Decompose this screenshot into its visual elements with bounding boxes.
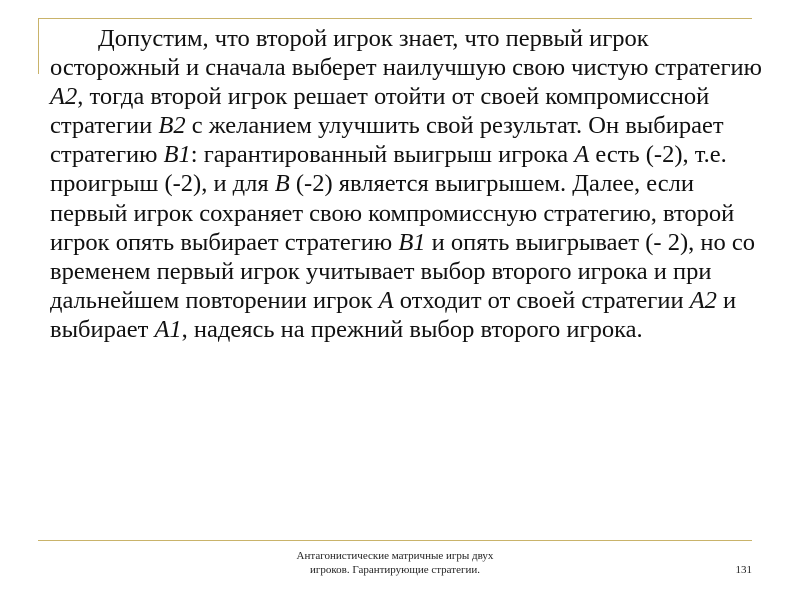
- body-segment: , надеясь на прежний выбор второго игрока.: [181, 315, 643, 343]
- left-divider: [38, 18, 39, 74]
- body-segment: с желанием улучшить свой результат. Он выбирает стратегию: [50, 112, 724, 169]
- strategy-a2: A2: [689, 286, 717, 314]
- body-segment: и выбирает: [50, 286, 737, 343]
- strategy-a2: A2: [50, 83, 78, 111]
- strategy-b1: B1: [398, 228, 426, 256]
- footer-caption-line: Антагонистические матричные игры двух: [296, 550, 494, 562]
- body-segment: : гарантированный выигрыш игрока: [190, 141, 575, 169]
- strategy-b2: B2: [158, 112, 186, 140]
- player-a: A: [378, 286, 394, 314]
- body-segment: , тогда второй игрок решает отойти от своей компромиссной стратегии: [50, 83, 710, 140]
- body-segment: Допустим, что второй игрок знает, что первый игрок осторожный и сначала выберет наилучшую свою чистую стратегию: [50, 25, 762, 82]
- body-segment: (-2) является выигрышем. Далее, если первый игрок сохраняет свою компромиссную стратегию, второй игрок опять выбирает стратегию: [50, 170, 735, 256]
- player-a: A: [574, 141, 590, 169]
- footer-caption: [250, 549, 540, 577]
- body-segment: и опять выигрывает (- 2), но со временем первый игрок учитывает выбор второго игрока и при дальнейшем повторении игрок: [50, 228, 755, 314]
- page-number: 131: [735, 564, 752, 576]
- slide-body-text: [50, 24, 774, 344]
- body-segment: есть (-2), т.е. проигрыш (-2), и для: [50, 141, 727, 198]
- strategy-b1: B1: [163, 141, 191, 169]
- body-segment: отходит от своей стратегии: [393, 286, 690, 314]
- bottom-divider: [38, 540, 752, 541]
- player-b: B: [274, 170, 290, 198]
- footer-caption-line: игроков. Гарантирующие стратегии.: [309, 564, 481, 576]
- top-divider: [38, 18, 752, 19]
- strategy-a1: A1: [154, 315, 182, 343]
